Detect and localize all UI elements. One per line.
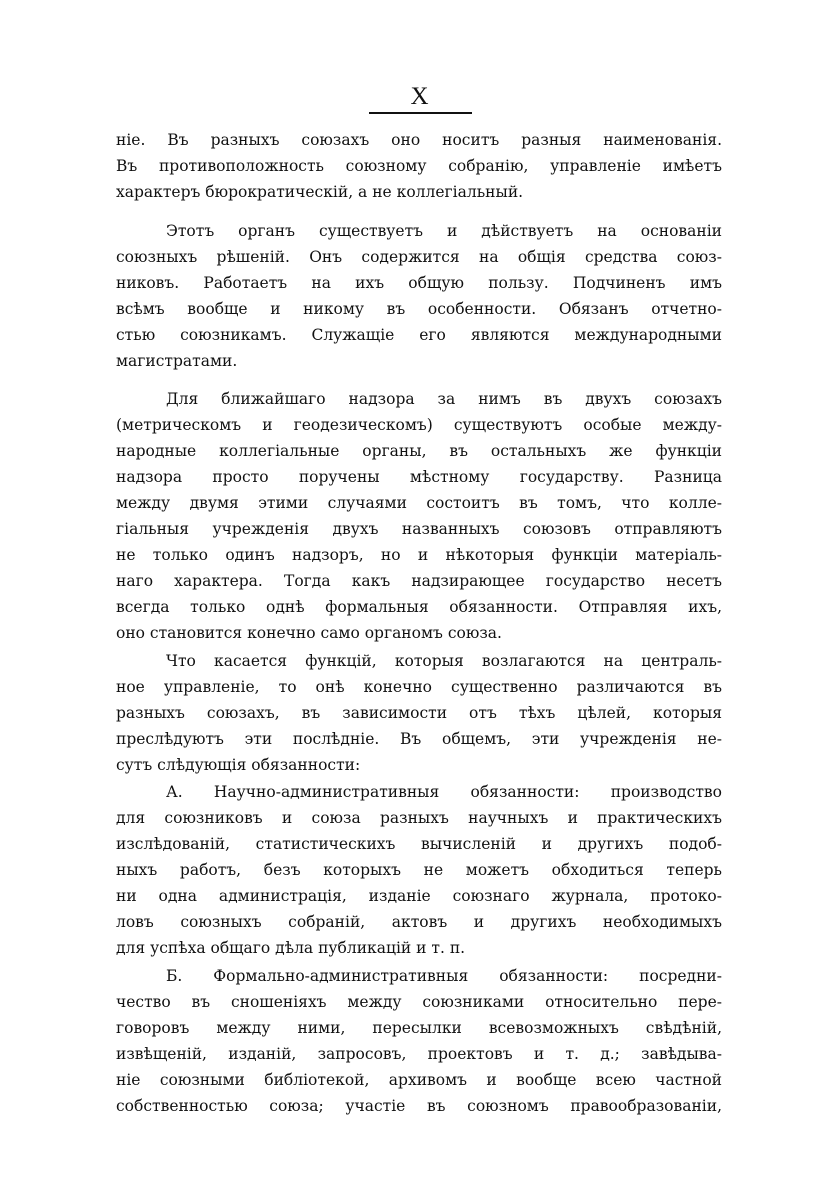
paragraph-line: магистратами. (116, 352, 238, 370)
paragraph-line: (метрическомъ и геодезическомъ) существуютъ особые между- (116, 416, 722, 434)
header-rule (369, 112, 472, 114)
paragraph-line: Въ противоположность союзному собранію, управленіе имѣетъ (116, 157, 722, 175)
paragraph-line: стью союзникамъ. Служащіе его являются международными (116, 326, 722, 344)
paragraph-line: для успѣха общаго дѣла публикацій и т. п. (116, 939, 466, 957)
paragraph-line: Что касается функцій, которыя возлагаются на централь- (166, 652, 722, 670)
paragraph-3 (116, 386, 722, 646)
paragraph-line: изслѣдованій, статистическихъ вычисленій и другихъ подоб- (116, 835, 722, 853)
paragraph-line: гіальныя учрежденія двухъ названныхъ союзовъ отправляютъ (116, 520, 722, 538)
paragraph-line: Б. Формально-административныя обязанности: посредни- (166, 967, 722, 985)
paragraph-line: ловъ союзныхъ собраній, актовъ и другихъ необходимыхъ (116, 913, 722, 931)
paragraph-5 (116, 779, 722, 961)
paragraph-2 (116, 218, 722, 374)
paragraph-line: преслѣдуютъ эти послѣдніе. Въ общемъ, эти учрежденія не- (116, 730, 722, 748)
page-header (0, 82, 840, 112)
paragraph-line: никовъ. Работаетъ на ихъ общую пользу. Подчиненъ имъ (116, 274, 722, 292)
paragraph-line: народные коллегіальные органы, въ остальныхъ же функціи (116, 442, 722, 460)
paragraph-line: сутъ слѣдующія обязанности: (116, 756, 361, 774)
paragraph-1 (116, 127, 722, 205)
paragraph-line: союзныхъ рѣшеній. Онъ содержится на общія средства союз- (116, 248, 722, 266)
paragraph-line: наго характера. Тогда какъ надзирающее государство несетъ (116, 572, 722, 590)
paragraph-line: извѣщеній, изданій, запросовъ, проектовъ и т. д.; завѣдыва- (116, 1045, 722, 1063)
paragraph-line: чество въ сношеніяхъ между союзниками относительно пере- (116, 993, 722, 1011)
paragraph-line: всѣмъ вообще и никому въ особенности. Обязанъ отчетно- (116, 300, 722, 318)
paragraph-line: оно становится конечно само органомъ союза. (116, 624, 502, 642)
paragraph-line: А. Научно-административныя обязанности: производство (166, 783, 722, 801)
paragraph-line: всегда только однѣ формальныя обязанности. Отправляя ихъ, (116, 598, 722, 616)
page-number: X (410, 83, 430, 110)
paragraph-line: ніе союзными библіотекой, архивомъ и вообще всею частной (116, 1071, 722, 1089)
paragraph-line: Для ближайшаго надзора за нимъ въ двухъ союзахъ (166, 390, 722, 408)
paragraph-line: разныхъ союзахъ, въ зависимости отъ тѣхъ цѣлей, которыя (116, 704, 722, 722)
paragraph-line: собственностью союза; участіе въ союзномъ правообразованіи, (116, 1097, 722, 1115)
paragraph-line: для союзниковъ и союза разныхъ научныхъ и практическихъ (116, 809, 722, 827)
paragraph-line: Этотъ органъ существуетъ и дѣйствуетъ на основаніи (166, 222, 722, 240)
paragraph-line: ное управленіе, то онѣ конечно существенно различаются въ (116, 678, 722, 696)
paragraph-line: говоровъ между ними, пересылки всевозможныхъ свѣдѣній, (116, 1019, 722, 1037)
paragraph-line: ни одна администрація, изданіе союзнаго журнала, протоко- (116, 887, 722, 905)
paragraph-6 (116, 963, 722, 1119)
paragraph-line: ныхъ работъ, безъ которыхъ не можетъ обходиться теперь (116, 861, 722, 879)
paragraph-line: ніе. Въ разныхъ союзахъ оно носитъ разныя наименованія. (116, 131, 722, 149)
paragraph-line: между двумя этими случаями состоитъ въ томъ, что колле- (116, 494, 722, 512)
paragraph-4 (116, 648, 722, 778)
paragraph-line: характеръ бюрократическій, а не коллегіальный. (116, 183, 524, 201)
paragraph-line: не только одинъ надзоръ, но и нѣкоторыя функціи матеріаль- (116, 546, 722, 564)
paragraph-line: надзора просто поручены мѣстному государству. Разница (116, 468, 722, 486)
